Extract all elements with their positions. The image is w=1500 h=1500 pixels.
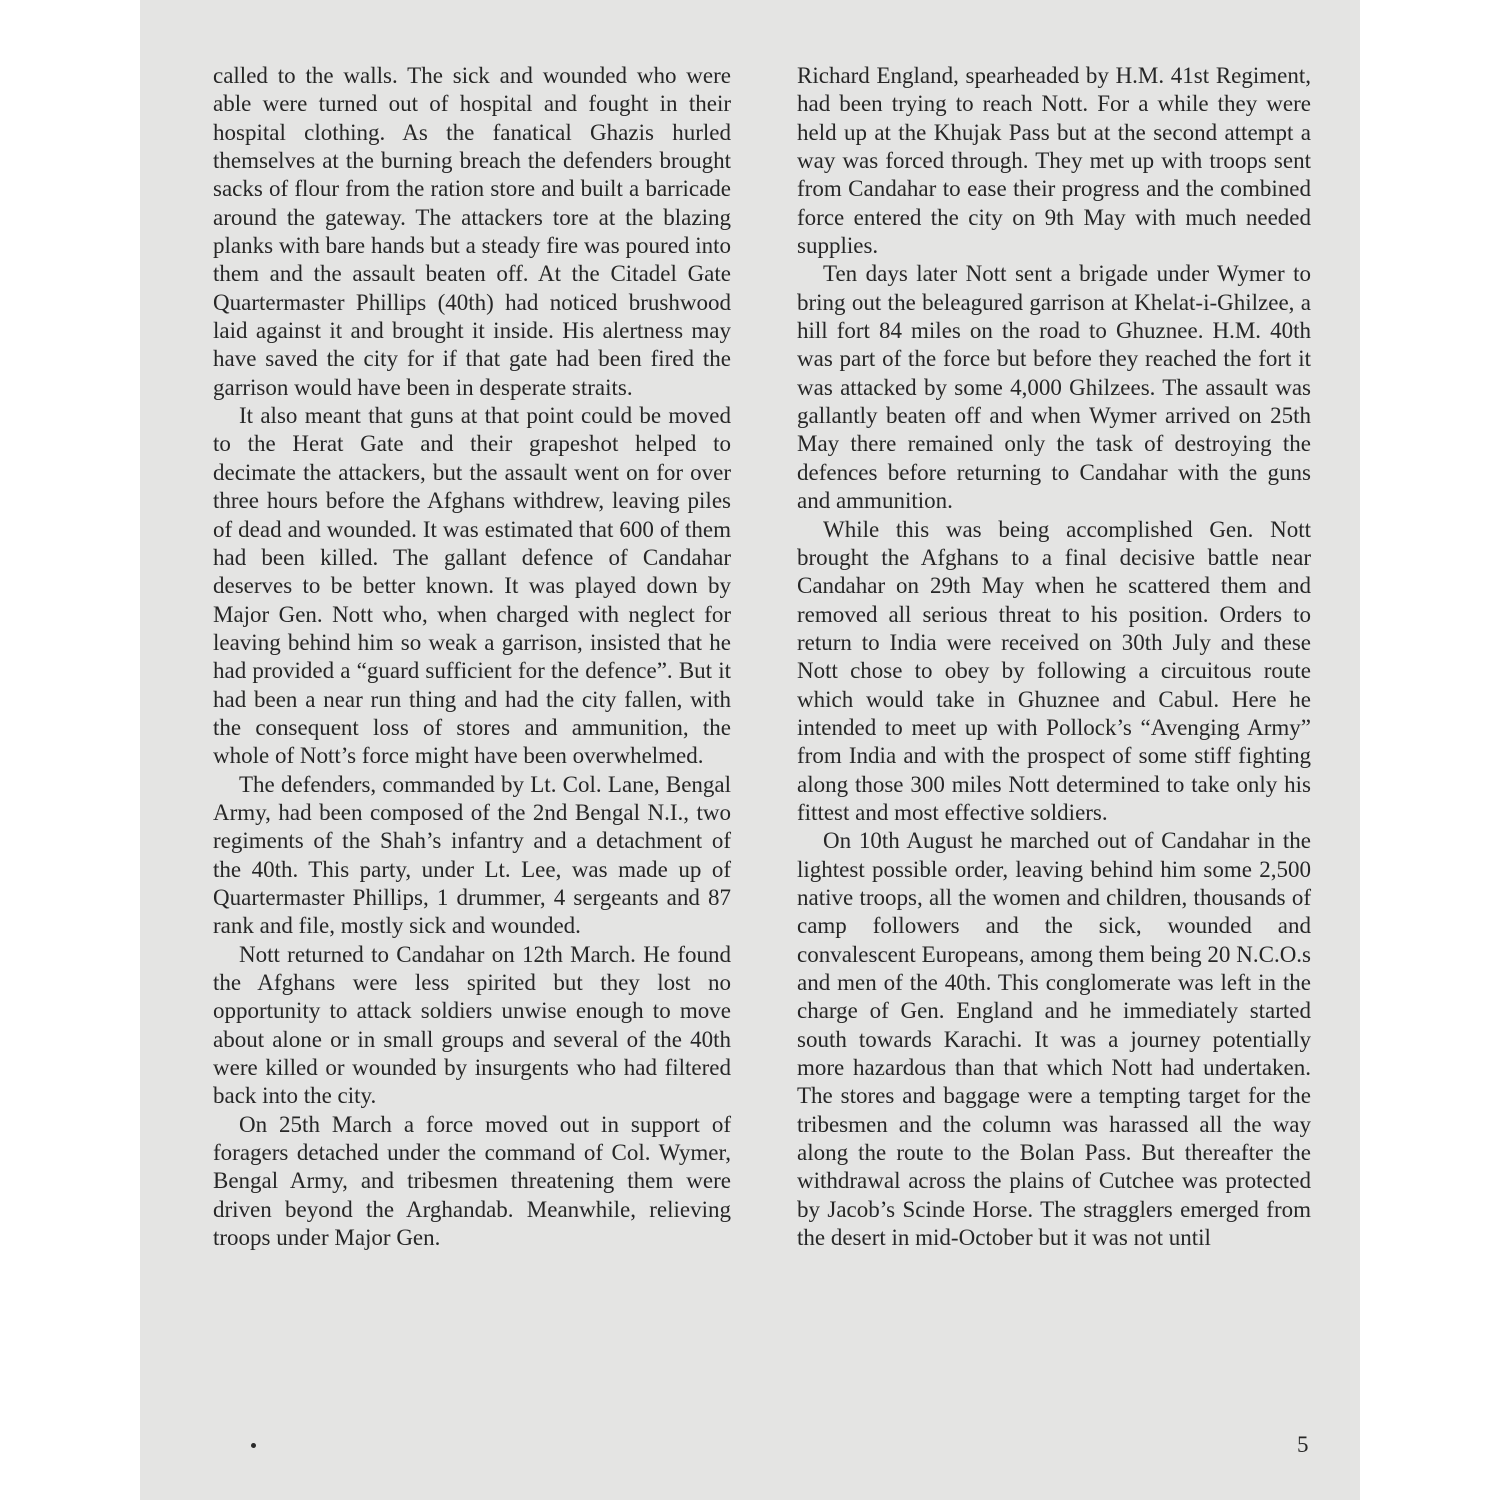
paragraph: It also meant that guns at that point could be moved to the Herat Gate and their grapeshot helped to decimate the attackers, but the assault went on for over three hours before the Afghans withdrew, leaving piles of dead and wounded. It was estimated that 600 of them had been killed. The gallant defence of Candahar deserves to be better known. It was played down by Major Gen. Nott who, when charged with neglect for leaving behind him so weak a garrison, insisted that he had provided a “guard sufficient for the defence”. But it had been a near run thing and had the city fallen, with the consequent loss of stores and ammunition, the whole of Nott’s force might have been overwhelmed. (213, 403, 731, 769)
book-page (140, 0, 1360, 1500)
paragraph: While this was being accomplished Gen. Nott brought the Afghans to a final decisive battle near Candahar on 29th May when he scattered them and removed all serious threat to his position. Orders to return to India were received on 30th July and these Nott chose to obey by following a circuitous route which would take in Ghuznee and Cabul. Here he intended to meet up with Pollock’s “Avenging Army” from India and with the prospect of some stiff fighting along those 300 miles Nott determined to take only his fittest and most effective soldiers. (797, 516, 1311, 825)
page-number: 5 (1297, 1432, 1309, 1457)
paragraph: On 10th August he marched out of Candahar in the lightest possible order, leaving behind him some 2,500 native troops, all the women and children, thousands of camp followers and the sick, wounded and convalescent Europeans, among them being 20 N.C.O.s and men of the 40th. This conglomerate was left in the charge of Gen. England and he immediately started south towards Karachi. It was a journey potentially more hazardous than that which Nott had undertaken. The stores and baggage were a tempting target for the tribesmen and the column was harassed all the way along the route to the Bolan Pass. But thereafter the withdrawal across the plains of Cutchee was protected by Jacob’s Scinde Horse. The stragglers emerged from the desert in mid-October but it was not until (797, 828, 1311, 1251)
paragraph: Ten days later Nott sent a brigade under Wymer to bring out the beleagured garrison at Khelat-i-Ghilzee, a hill fort 84 miles on the road to Ghuznee. H.M. 40th was part of the force but before they reached the fort it was attacked by some 4,000 Ghilzees. The assault was gallantly beaten off and when Wymer arrived on 25th May there remained only the task of destroying the defences before returning to Candahar with the guns and ammunition. (797, 261, 1311, 514)
paragraph: called to the walls. The sick and wounded who were able were turned out of hospital and fought in their hospital clothing. As the fanatical Ghazis hurled themselves at the burning breach the defenders brought sacks of flour from the ration store and built a barricade around the gateway. The attackers tore at the blazing planks with bare hands but a steady fire was poured into them and the assault beaten off. At the Citadel Gate Quartermaster Phillips (40th) had noticed brushwood laid against it and brought it inside. His alertness may have saved the city for if that gate had been fired the garrison would have been in desperate straits. (213, 63, 731, 400)
paragraph: Nott returned to Candahar on 12th March. He found the Afghans were less spirited but they lost no opportunity to attack soldiers unwise enough to move about alone or in small groups and several of the 40th were killed or wounded by insurgents who had filtered back into the city. (213, 941, 731, 1109)
left-column (213, 62, 731, 1252)
right-column (797, 62, 1311, 1252)
ink-dot-mark (251, 1443, 256, 1448)
paragraph: The defenders, commanded by Lt. Col. Lane, Bengal Army, had been composed of the 2nd Bengal N.I., two regiments of the Shah’s infantry and a detachment of the 40th. This party, under Lt. Lee, was made up of Quartermaster Phillips, 1 drummer, 4 sergeants and 87 rank and file, mostly sick and wounded. (213, 771, 731, 939)
paragraph: Richard England, spearheaded by H.M. 41st Regiment, had been trying to reach Nott. For a while they were held up at the Khujak Pass but at the second attempt a way was forced through. They met up with troops sent from Candahar to ease their progress and the combined force entered the city on 9th May with much needed supplies. (797, 63, 1311, 259)
paragraph: On 25th March a force moved out in support of foragers detached under the command of Col. Wymer, Bengal Army, and tribesmen threatening them were driven beyond the Arghandab. Meanwhile, relieving troops under Major Gen. (213, 1111, 731, 1251)
